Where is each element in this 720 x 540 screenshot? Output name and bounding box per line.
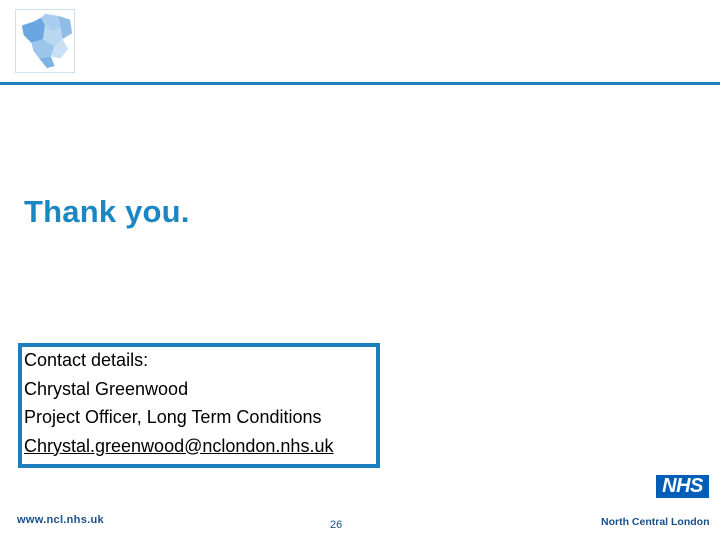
- page-number: 26: [330, 519, 343, 531]
- slide-title: Thank you.: [24, 194, 190, 229]
- footer-website[interactable]: www.ncl.nhs.uk: [17, 514, 104, 526]
- contact-role: Project Officer, Long Term Conditions: [24, 407, 322, 427]
- contact-heading: Contact details:: [24, 350, 149, 370]
- nhs-logo: NHS: [656, 475, 709, 498]
- north-central-london-map-icon: [16, 10, 74, 72]
- contact-name: Chrystal Greenwood: [24, 378, 189, 399]
- contact-details-box: [18, 343, 380, 468]
- contact-email-link[interactable]: Chrystal.greenwood@nclondon.nhs.uk: [24, 435, 334, 456]
- organisation-name: North Central London: [601, 516, 710, 528]
- london-map-logo: [15, 9, 75, 73]
- header-divider: [0, 82, 720, 85]
